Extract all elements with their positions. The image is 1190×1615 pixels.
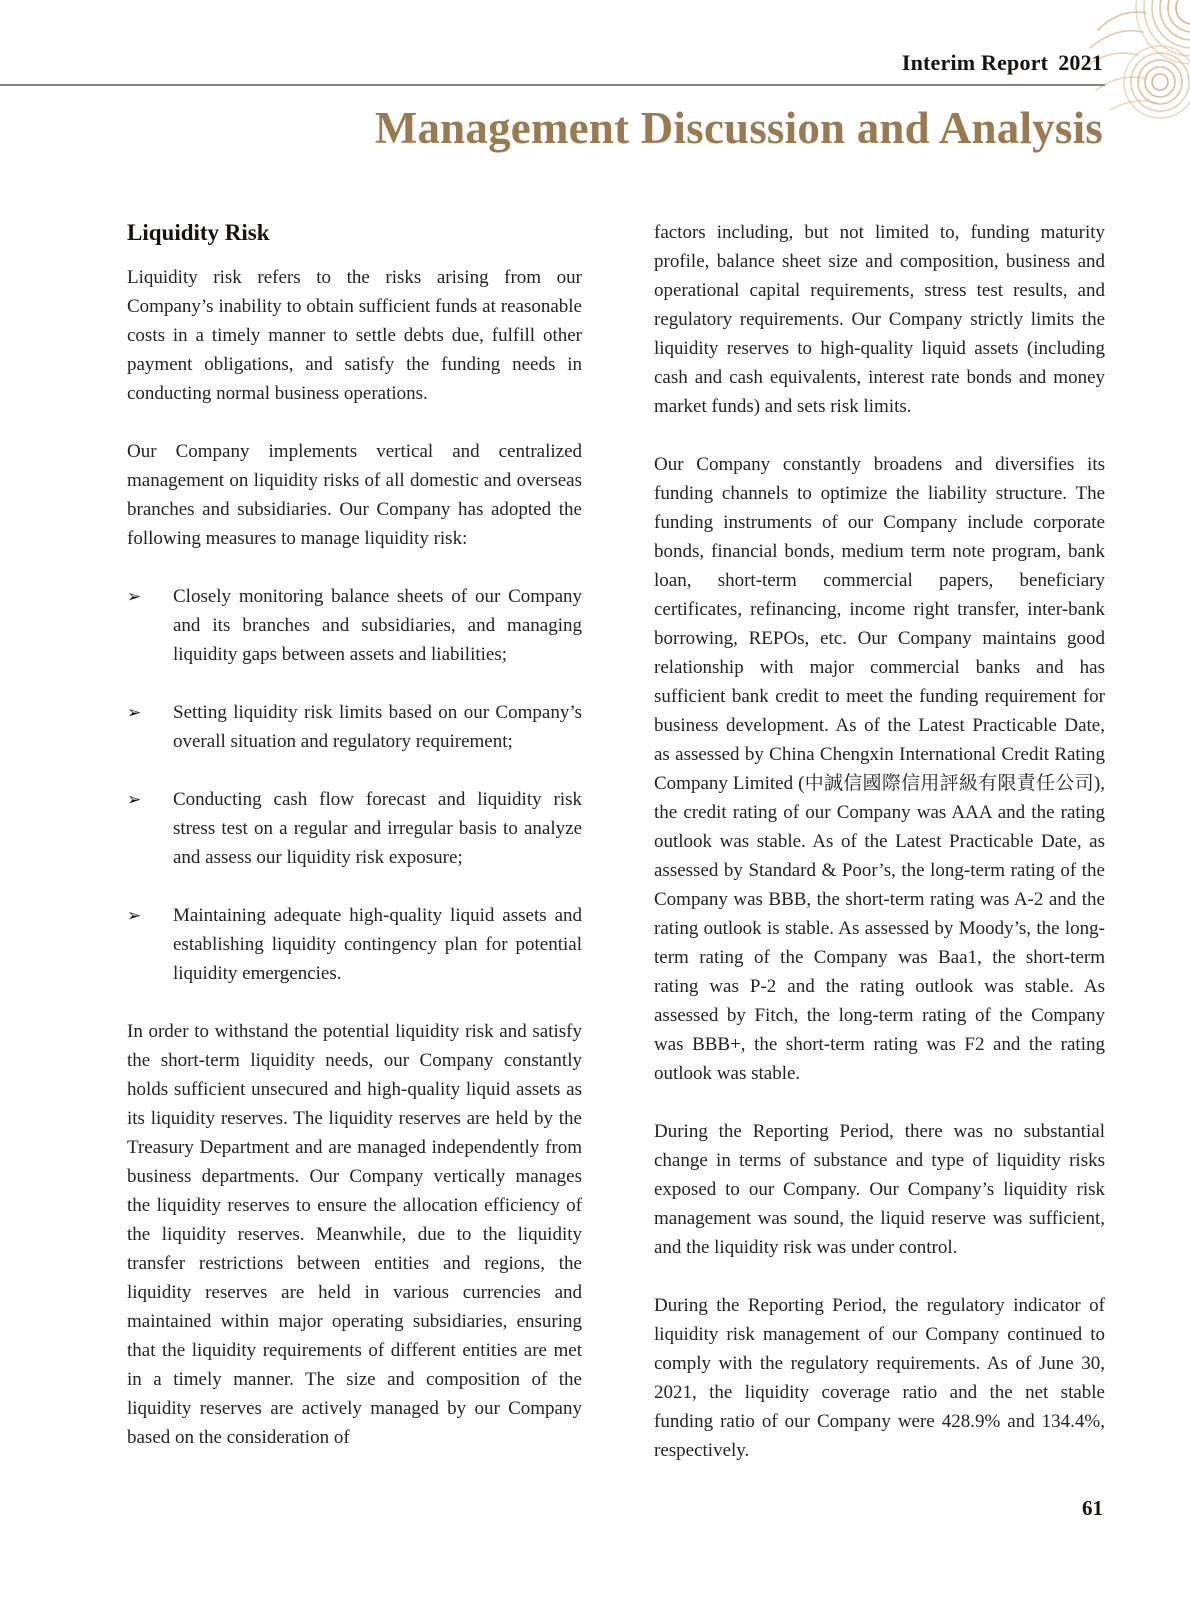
list-item bbox=[127, 582, 582, 669]
header-divider bbox=[0, 84, 1105, 86]
left-column bbox=[127, 218, 582, 1452]
list-item bbox=[127, 698, 582, 756]
list-item-text: Closely monitoring balance sheets of our Company and its branches and subsidiaries, and managing liquidity gaps between assets and liabilities; bbox=[173, 586, 582, 665]
page-number: 61 bbox=[1082, 1496, 1103, 1520]
paragraph: factors including, but not limited to, funding maturity profile, balance sheet size and composition, business and operational capital requirements, stress test results, and regulatory requirements. Our Company strictly limits the liquidity reserves to high-quality liquid assets (including cash and cash equivalents, interest rate bonds and money market funds) and sets risk limits. bbox=[654, 222, 1105, 417]
section-heading-liquidity-risk: Liquidity Risk bbox=[127, 220, 270, 245]
paragraph: Our Company constantly broadens and diversifies its funding channels to optimize the liability structure. The funding instruments of our Company include corporate bonds, financial bonds, medium term note program, bank loan, short-term commercial papers, beneficiary certificates, refinancing, income right transfer, inter-bank borrowing, REPOs, etc. Our Company maintains good relationship with major commercial banks and has sufficient bank credit to meet the funding requirement for business development. As of the Latest Practicable Date, as assessed by China Chengxin International Credit Rating Company Limited (中誠信國際信用評級有限責任公司), the credit rating of our Company was AAA and the rating outlook was stable. As of the Latest Practicable Date, as assessed by Standard & Poor’s, the long-term rating of the Company was BBB, the short-term rating was A-2 and the rating outlook is stable. As assessed by Moody’s, the long-term rating of the Company was Baa1, the short-term rating was P-2 and the rating outlook was stable. As assessed by Fitch, the long-term rating of the Company was BBB+, the short-term rating was F2 and the rating outlook was stable. bbox=[654, 454, 1105, 1084]
list-item-text: Conducting cash flow forecast and liquidity risk stress test on a regular and irregular basis to analyze and assess our liquidity risk exposure; bbox=[173, 789, 582, 868]
list-item bbox=[127, 901, 582, 988]
arrowhead-bullet-icon: ➢ bbox=[127, 906, 142, 925]
list-item-text: Maintaining adequate high-quality liquid assets and establishing liquidity contingency plan for potential liquidity emergencies. bbox=[173, 905, 582, 984]
list-item-text: Setting liquidity risk limits based on our Company’s overall situation and regulatory requirement; bbox=[173, 702, 582, 752]
arrowhead-bullet-icon: ➢ bbox=[127, 790, 142, 809]
report-year: 2021 bbox=[1058, 50, 1103, 75]
paragraph: In order to withstand the potential liquidity risk and satisfy the short-term liquidity needs, our Company constantly holds sufficient unsecured and high-quality liquid assets as its liquidity reserves. The liquidity reserves are held by the Treasury Department and are managed independently from business departments. Our Company vertically manages the liquidity reserves to ensure the allocation efficiency of the liquidity reserves. Meanwhile, due to the liquidity transfer restrictions between entities and regions, the liquidity reserves are held in various currencies and maintained within major operating subsidiaries, ensuring that the liquidity requirements of different entities are met in a timely manner. The size and composition of the liquidity reserves are actively managed by our Company based on the consideration of bbox=[127, 1021, 582, 1448]
report-title: Interim Report bbox=[901, 50, 1049, 75]
list-item bbox=[127, 785, 582, 872]
arrowhead-bullet-icon: ➢ bbox=[127, 587, 142, 606]
page-title: Management Discussion and Analysis bbox=[374, 103, 1103, 153]
paragraph: During the Reporting Period, the regulatory indicator of liquidity risk management of our Company continued to comply with the regulatory requirements. As of June 30, 2021, the liquidity coverage ratio and the net stable funding ratio of our Company were 428.9% and 134.4%, respectively. bbox=[654, 1295, 1105, 1461]
paragraph: Liquidity risk refers to the risks arising from our Company’s inability to obtain sufficient funds at reasonable costs in a timely manner to settle debts due, fulfill other payment obligations, and satisfy the funding needs in conducting normal business operations. bbox=[127, 267, 582, 404]
paragraph: Our Company implements vertical and centralized management on liquidity risks of all domestic and overseas branches and subsidiaries. Our Company has adopted the following measures to manage liquidity risk: bbox=[127, 441, 582, 549]
arrowhead-bullet-icon: ➢ bbox=[127, 703, 142, 722]
right-column bbox=[654, 218, 1105, 1465]
report-header bbox=[902, 50, 1103, 76]
paragraph: During the Reporting Period, there was no substantial change in terms of substance and type of liquidity risks exposed to our Company. Our Company’s liquidity risk management was sound, the liquid reserve was sufficient, and the liquidity risk was under control. bbox=[654, 1121, 1105, 1258]
